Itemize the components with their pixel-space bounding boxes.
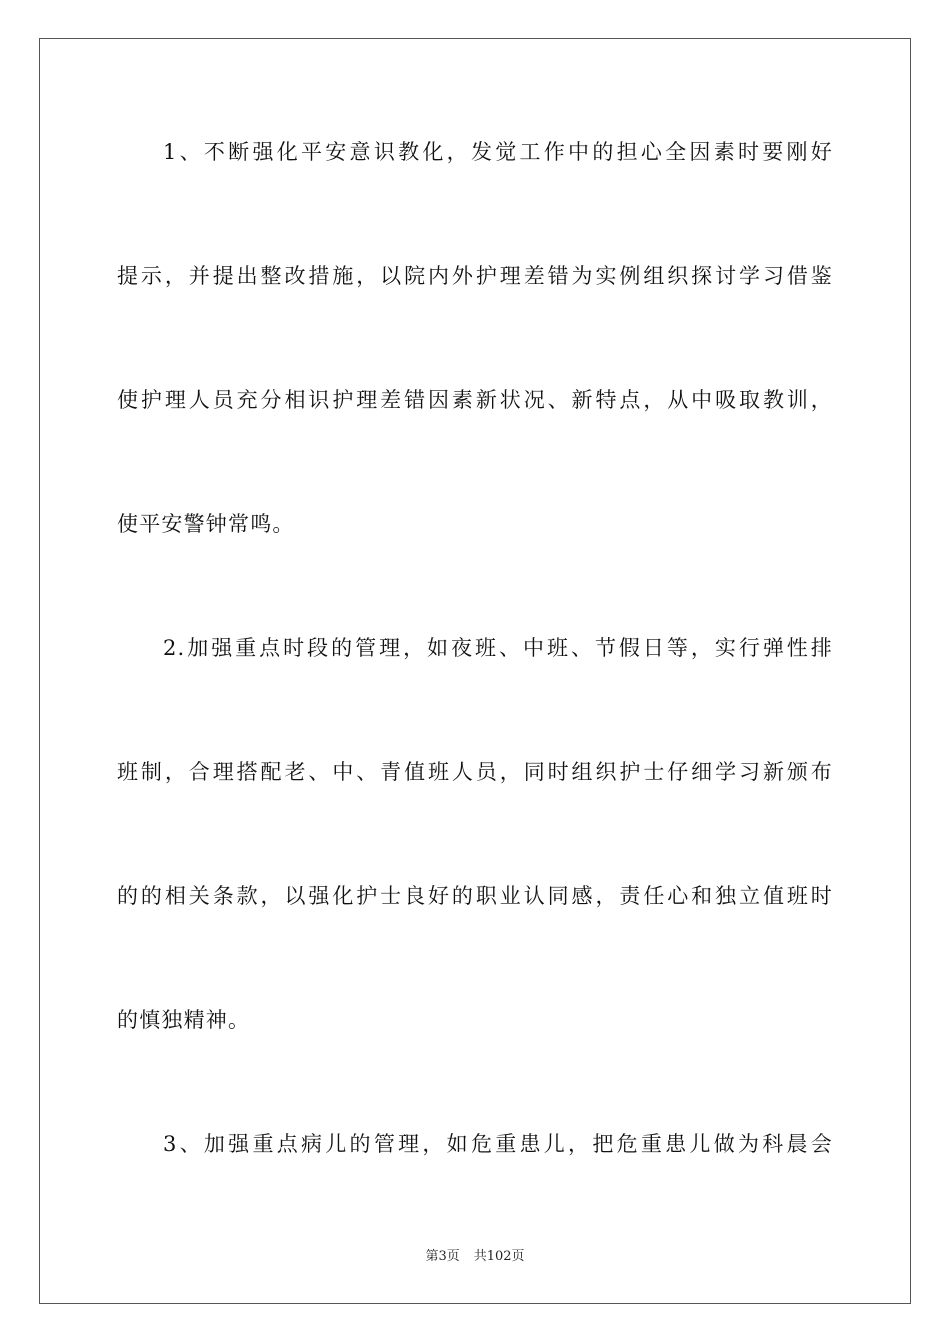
paragraph-2-line-1: 2.加强重点时段的管理，如夜班、中班、节假日等，实行弹性排 — [163, 636, 833, 660]
paragraph-1-line-2: 提示，并提出整改措施，以院内外护理差错为实例组织探讨学习借鉴 — [117, 264, 833, 288]
paragraph-1-line-3: 使护理人员充分相识护理差错因素新状况、新特点，从中吸取教训， — [117, 388, 833, 412]
page-number: 第3页 — [425, 1249, 460, 1264]
total-pages: 共102页 — [473, 1249, 525, 1264]
paragraph-3-line-1: 3、加强重点病儿的管理，如危重患儿，把危重患儿做为科晨会 — [163, 1132, 833, 1156]
paragraph-2-line-4: 的慎独精神。 — [117, 1008, 251, 1032]
page-border — [39, 38, 911, 1304]
paragraph-2-line-2: 班制，合理搭配老、中、青值班人员，同时组织护士仔细学习新颁布 — [117, 760, 833, 784]
paragraph-2-line-3: 的的相关条款，以强化护士良好的职业认同感，责任心和独立值班时 — [117, 884, 833, 908]
paragraph-1-line-1: 1、不断强化平安意识教化，发觉工作中的担心全因素时要刚好 — [163, 140, 833, 164]
page-footer — [0, 1248, 950, 1266]
paragraph-1-line-4: 使平安警钟常鸣。 — [117, 512, 295, 536]
